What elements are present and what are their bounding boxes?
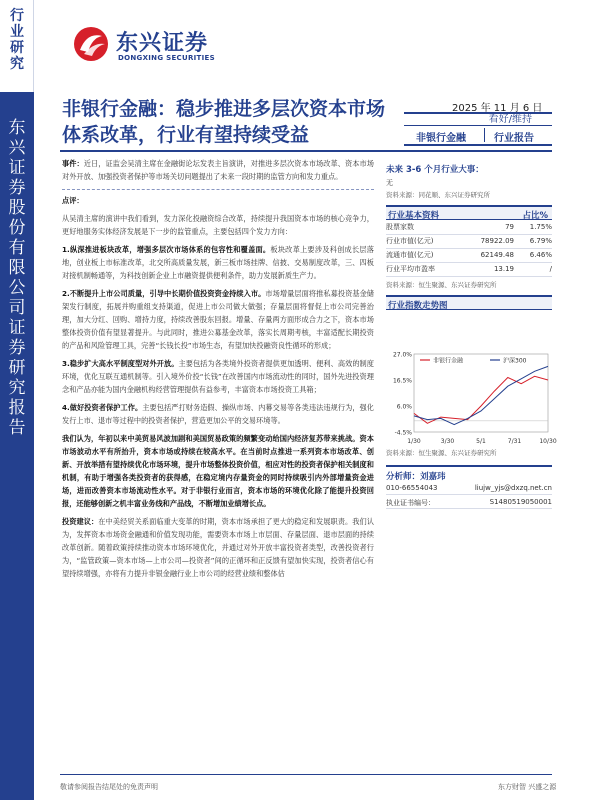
index-trend-svg: [386, 350, 557, 446]
footer-disclaimer: 敬请参阅报告结尾处的免责声明: [60, 783, 158, 791]
series-line-hs300: [414, 366, 548, 424]
forecast-title: 未来 3-6 个月行业大事：: [386, 165, 484, 175]
basic-info-value: 78922.09: [461, 234, 518, 248]
basic-info-label: 流通市值(亿元): [386, 248, 461, 262]
y-tick-label: -4.5%: [394, 429, 412, 437]
tag-divider: [484, 128, 485, 142]
analyst-cert-line: [386, 495, 552, 509]
x-tick-label: 5/1: [476, 438, 486, 445]
basic-info-pct: 1.75%: [518, 220, 552, 234]
intro-paragraph: 从吴清主席的演讲中我们看到，发力深化投融资综合改革，持续提升我国资本市场的核心竞争力，更好地服务实体经济发展是下一步的监管重点，主要包括四个发力方向：: [62, 214, 374, 236]
analyst-cert-label: 执业证书编号：: [386, 499, 435, 507]
basic-info-row: [386, 248, 552, 262]
point-1-head: 1.纵深推进板块改革，增强多层次市场体系的包容性和覆盖面。: [62, 245, 271, 254]
basic-info-row: [386, 262, 552, 276]
series-line-industry: [414, 376, 548, 423]
y-tick-label: 16.5%: [392, 377, 412, 385]
basic-info-label: 行业市值(亿元): [386, 234, 461, 248]
y-tick-label: 6.0%: [396, 403, 412, 411]
basic-info-value: 79: [461, 220, 518, 234]
forecast-source: 资料来源：同花顺、东兴证券研究所: [386, 191, 490, 199]
sidebar-body: [0, 92, 34, 800]
footer-rule: [60, 774, 552, 775]
x-tick-label: 1/30: [407, 438, 421, 445]
point-3-head: 3.稳步扩大高水平制度型对外开放。: [62, 359, 179, 368]
comment-label-text: 点评：: [62, 196, 84, 205]
x-tick-label: 10/30: [539, 438, 557, 445]
side-bottom: [386, 448, 552, 509]
sidebar: [0, 0, 34, 800]
basic-info-value: 62149.48: [461, 248, 518, 262]
event-section: [62, 157, 374, 190]
basic-info-pct: /: [518, 262, 552, 276]
sidebar-body-label: 东兴证券股份有限公司证券研究报告: [8, 118, 26, 438]
basic-info-title: 行业基本资料: [388, 211, 440, 221]
basic-info-pct: 6.79%: [518, 234, 552, 248]
basic-info-label: 股票家数: [386, 220, 461, 234]
index-chart-source: 资料来源：恒生聚源、东兴证券研究所: [386, 449, 497, 457]
title-rule: [60, 150, 552, 152]
logo-mark-icon: [72, 24, 110, 64]
logo-text-cn: 东兴证券: [116, 31, 209, 56]
invest-label: 投资建议：: [62, 517, 99, 526]
point-2-head: 2.不断提升上市公司质量，引导中长期价值投资资金持续入市。: [62, 289, 266, 298]
point-4-head: 4.做好投资者保护工作。: [62, 403, 143, 412]
point-2-body: 市场增量层面将推私募投资基金储架发行制度，拓展并购重组支持渠道，促进上市公司做大做强；存量层面将督促上市公司完善治理，加大分红、回购、增持力度，持续改善股东回报。增量、存量两方面形成合力之下，资本市场整体投资价值有望显著提升。与此同时，推进公募基金改革，落实长周期考核，丰富适配长期投资的产品和风险管理工具，完善“长钱长投”市场生态，有望加快投融资良性循环的形成；: [62, 289, 374, 350]
invest-paragraph: [62, 515, 374, 580]
basic-info-value: 13.19: [461, 262, 518, 276]
point-2: [62, 287, 374, 352]
index-chart-title: 行业指数走势图: [388, 300, 448, 311]
report-date: 2025 年 11 月 6 日: [452, 103, 543, 114]
company-logo: [72, 24, 272, 68]
legend-label: 沪深300: [503, 357, 527, 365]
basic-info-source: 资料来源：恒生聚源、东兴证券研究所: [386, 280, 497, 289]
index-trend-chart: [386, 350, 557, 446]
event-label: 事件：: [62, 159, 84, 168]
basic-info-row: [386, 234, 552, 248]
x-tick-label: 3/30: [440, 438, 455, 445]
tags-rule: [404, 144, 552, 146]
view-paragraph: 我们认为，年初以来中美贸易风波加剧和美国贸易政策的频繁变动给国内经济复苏带来挑战。资本市场波动水平有所抬升，资本市场或持续在较高水平。在当前时点推进一系列资本市场改革、创新、开放举措有望持续优化市场环境，提升市场整体投资价值，相应对性的投资者保护相关制度和机制，有助于增强各类投资者的获得感，在稳定境内存量资金的同时持续吸引内外部增量资金进场，进而改善资本市场流动性水平。对于非银行业而言，资本市场的环境优化除了能提升投资回报，还能够创新之机丰富业务线和产品线，不断增加业绩增长点。: [62, 434, 374, 508]
point-1-body: 板块改革上要涉及科创成长层落地，创业板上市标准改革，北交所高质量发展，新三板市场挂牌、信披、交易制度改革，三、四板对接机制畅通等，为科技创新企业上市融资提供便利条件，助力发展新质生产力。: [62, 245, 374, 280]
forecast-value: 无: [386, 179, 393, 187]
logo-text-en: DONGXING SECURITIES: [118, 54, 215, 62]
analyst-phone: 010-66554043: [386, 484, 438, 492]
basic-info-label: 行业平均市盈率: [386, 262, 461, 276]
basic-info-pct: 6.46%: [518, 248, 552, 262]
invest-text: 在中美经贸关系面临重大变革的时期，资本市场承担了更大的稳定和发展职责。我们认为，发挥资本市场资金融通和价值发现功能，需要资本市场上市层面、存量层面、退市层面的持续改革创新。随着政策持续推动资本市场环境优化，并通过对外开放丰富投资者类型，改善投资者行为，“监管政策—资本市场—上市公司—投资者”间的正循环和正反馈有望加快实现，投资者信心有望持续增强，亦将有力提升非银金融行业上市公司的经营业绩和整体估: [62, 517, 374, 578]
legend-label: 非银行金融: [433, 357, 464, 365]
rating-label: 看好/维持: [404, 112, 552, 126]
sidebar-top-label: 行业研究: [10, 8, 24, 72]
analyst-email[interactable]: liujw_yjs@dxzq.net.cn: [474, 484, 552, 492]
footer-slogan: 东方财智 兴盛之源: [498, 783, 557, 791]
index-chart-header: [386, 295, 552, 310]
y-tick-label: 27.0%: [392, 351, 412, 359]
point-1: [62, 243, 374, 282]
basic-info-header: [386, 205, 552, 220]
point-3-body: 主要包括为各类境外投资者提供更加透明、便利、高效的制度环境，优化互联互通机制等。引入境外价投“长钱”在改善国内市场流动性的同时，国外先进投资理念和产品亦能为国内金融机构经营管理提供有益参考，丰富资本市场投资工具箱；: [62, 359, 374, 394]
comment-label: [62, 194, 374, 207]
tag-industry: 非银行金融: [416, 133, 466, 144]
report-tags: [404, 128, 552, 143]
event-text: 近日，证监会吴清主席在金融街论坛发表主旨演讲，对推进多层次资本市场改革、资本市场对外开放、加强投资者保护等市场关切问题提出了未来一段时期的监管方向和发力重点。: [62, 159, 374, 181]
analyst-header: [386, 465, 552, 481]
basic-info-row: [386, 220, 552, 234]
point-4: [62, 401, 374, 427]
main-content: [62, 157, 374, 585]
analyst-title: 分析师：刘嘉玮: [386, 472, 446, 482]
basic-info-share-label: 占比%: [522, 211, 548, 221]
point-4-body: 主要包括严打财务造假、操纵市场、内幕交易等各类违法违规行为，强化发行上市、退市等过程中的投资者保护，营造更加公平的交易环境等。: [62, 403, 374, 425]
point-3: [62, 357, 374, 396]
sidebar-top: [0, 0, 34, 92]
x-tick-label: 7/31: [507, 438, 522, 445]
analyst-cert: S1480519050001: [489, 498, 552, 506]
basic-info-table: [386, 220, 552, 277]
side-column: [386, 163, 552, 310]
analyst-contact-line: [386, 481, 552, 495]
report-title: 非银行金融：稳步推进多层次资本市场体系改革，行业有望持续受益: [62, 98, 386, 146]
tag-report-type: 行业报告: [494, 133, 534, 144]
